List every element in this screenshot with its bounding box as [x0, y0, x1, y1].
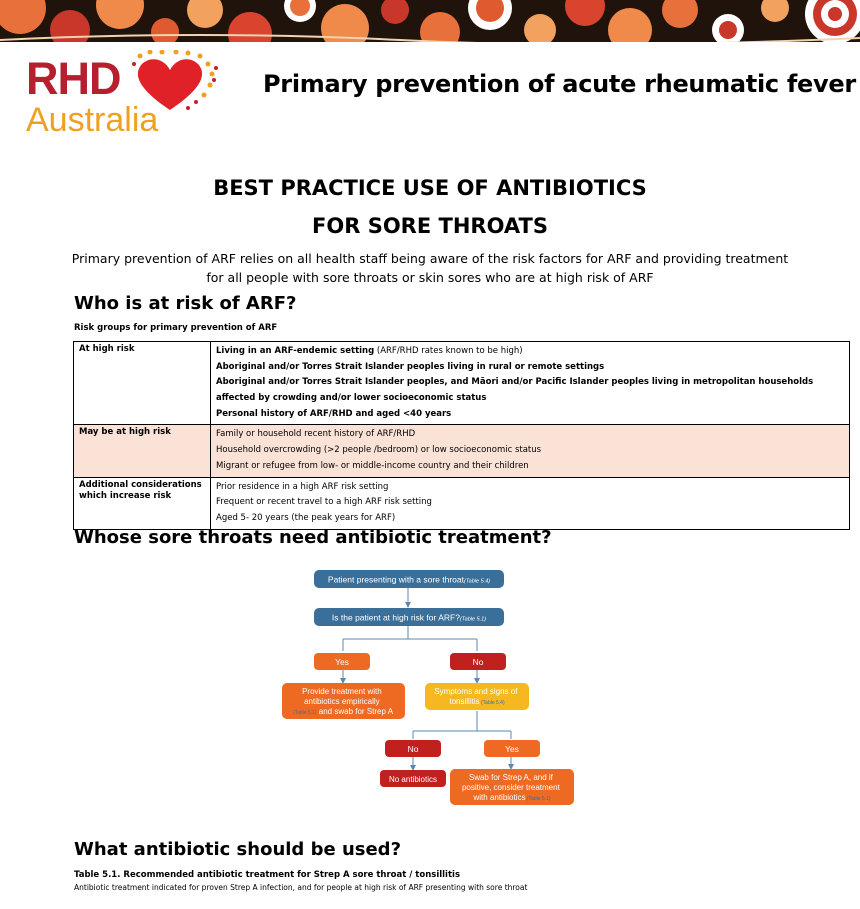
- flow-ref: (Table 5.4): [464, 578, 491, 585]
- flow-text: No: [407, 744, 419, 754]
- table-row: [74, 425, 850, 477]
- risk-item-bold: Aboriginal and/or Torres Strait Islander peoples, and Māori and/or Pacific Islander peoples living in metropolitan households affected by crowding and/or lower socioeconomic status: [216, 377, 814, 404]
- flow-ref: (Table 5.1): [525, 796, 551, 802]
- risk-item-text: Frequent or recent travel to a high ARF risk setting: [216, 497, 432, 508]
- flow-text: Is the patient at high risk for ARF?: [331, 612, 460, 623]
- flow-text: Swab for Strep A, and if: [468, 773, 553, 782]
- section-heading-antibiotic: What antibiotic should be used?: [74, 839, 402, 860]
- flow-text: positive, consider treatment: [461, 783, 560, 792]
- flow-node-question: [314, 608, 504, 626]
- heart-icon: [130, 50, 220, 120]
- main-title-line2: FOR SORE THROATS: [312, 214, 548, 238]
- flow-node-no-antibiotics: [380, 770, 446, 787]
- antibiotic-table-subcaption: Antibiotic treatment indicated for proven Strep A infection, and for people at high risk of ARF presenting with sore throat: [74, 883, 528, 892]
- risk-item-text: Migrant or refugee from low- or middle-income country and their children: [216, 460, 529, 471]
- group-label: At high risk: [74, 342, 211, 425]
- section-heading-treatment: Whose sore throats need antibiotic treatment?: [74, 527, 552, 548]
- flow-node-symptoms: [425, 683, 529, 710]
- logo-australia-text: Australia: [26, 101, 159, 139]
- logo-rhd-text: RHD: [26, 53, 121, 104]
- flow-ref: (Table 5.1): [459, 616, 487, 623]
- table-row: [74, 477, 850, 529]
- flow-text: Provide treatment with: [302, 687, 382, 696]
- intro-paragraph: Primary prevention of ARF relies on all health staff being aware of the risk factors for ARF and providing treatment for all people with sore throats or skin sores who are at high risk of ARF: [71, 251, 789, 285]
- svg-text:Provide treatment with a: [293, 687, 394, 716]
- svg-text:Swab for Strep A, and if: [462, 773, 562, 802]
- page-title: Primary prevention of acute rheumatic fever: [263, 70, 856, 98]
- risk-item-text: Household overcrowding (>2 people /bedroom) or low socioeconomic status: [216, 445, 542, 456]
- flow-node-yes-2: [484, 740, 540, 757]
- antibiotic-table-caption: Table 5.1. Recommended antibiotic treatment for Strep A sore throat / tonsillitis: [74, 870, 461, 880]
- banner-pattern-icon: [0, 0, 860, 42]
- flow-text: with antibiotics: [473, 793, 526, 802]
- flow-ref: (Table 5.1): [292, 710, 317, 716]
- flow-text: Symptoms and signs of: [434, 687, 518, 696]
- treatment-flowchart: [270, 565, 600, 810]
- risk-groups-table: [73, 341, 850, 530]
- flow-node-start: [314, 570, 504, 588]
- flow-node-swab: [450, 769, 574, 805]
- risk-item-text: Prior residence in a high ARF risk setting: [216, 481, 389, 492]
- group-items: [211, 477, 850, 529]
- group-label: May be at high risk: [74, 425, 211, 477]
- flow-text: Yes: [505, 744, 519, 754]
- flow-node-no-1: [450, 653, 506, 670]
- risk-item-text: Aged 5- 20 years (the peak years for ARF): [216, 512, 396, 523]
- risk-item-text: Family or household recent history of ARF/RHD: [216, 429, 416, 440]
- flow-ref: (Table 5.4): [479, 700, 505, 706]
- flow-node-treat-empirically: [282, 683, 405, 719]
- flow-text: Yes: [335, 657, 349, 667]
- risk-item-text: (ARF/RHD rates known to be high): [374, 346, 523, 356]
- rhd-australia-logo: [26, 50, 206, 145]
- table-row: [74, 342, 850, 425]
- flow-node-yes-1: [314, 653, 370, 670]
- risk-item-bold: Living in an ARF-endemic setting: [216, 346, 375, 356]
- flow-node-no-2: [385, 740, 441, 757]
- risk-item-bold: Aboriginal and/or Torres Strait Islander peoples living in rural or remote settings: [216, 361, 605, 372]
- flow-text: tonsillitis: [449, 697, 480, 706]
- risk-item-bold: Personal history of ARF/RHD and aged <40 years: [216, 408, 452, 419]
- risk-table-caption: Risk groups for primary prevention of ARF: [74, 323, 278, 333]
- flow-text: antibiotics empirically: [304, 697, 380, 706]
- group-items: [211, 342, 850, 425]
- decorative-banner: [0, 0, 860, 42]
- flow-text: Patient presenting with a sore throat: [327, 574, 464, 585]
- flow-text: and swab for Strep A: [316, 707, 394, 716]
- main-title-line1: BEST PRACTICE USE OF ANTIBIOTICS: [213, 176, 647, 200]
- flow-text: No: [472, 657, 484, 667]
- group-label: Additional considerations which increase risk: [74, 477, 211, 529]
- section-heading-risk: Who is at risk of ARF?: [74, 293, 297, 314]
- flow-text: No antibiotics: [388, 775, 438, 784]
- group-items: [211, 425, 850, 477]
